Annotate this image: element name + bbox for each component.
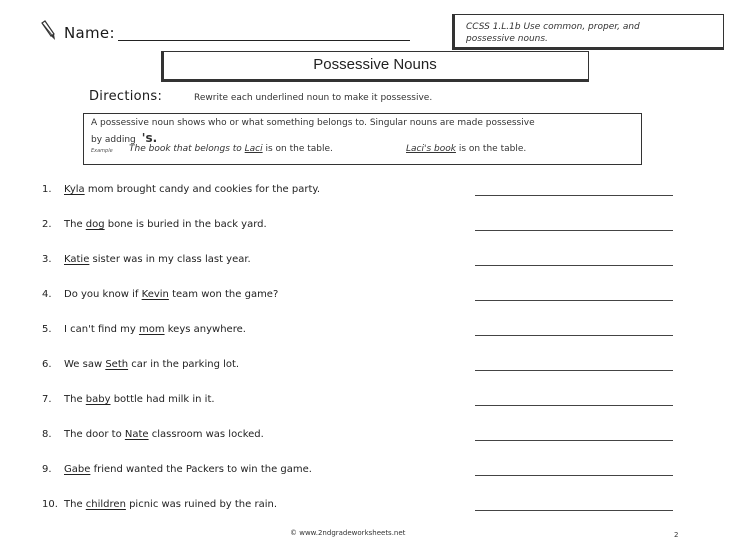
question-post: bone is buried in the back yard. [104, 219, 267, 230]
directions-label: Directions: [89, 89, 163, 104]
question-pre: We saw [64, 359, 106, 370]
standard-text [466, 21, 716, 45]
definition-line-2 [91, 131, 157, 145]
question-pre: I can't find my [64, 324, 139, 335]
definition-line-2-text: by adding [91, 135, 136, 145]
possessive-suffix: 's. [141, 131, 158, 145]
question-row [42, 429, 264, 440]
question-post: mom brought candy and cookies for the party. [84, 184, 321, 195]
question-row [42, 289, 278, 300]
answer-line[interactable] [475, 335, 673, 336]
footer-copyright: © www.2ndgradeworksheets.net [290, 529, 406, 537]
question-row [42, 359, 239, 370]
question-post: friend wanted the Packers to win the game. [90, 464, 312, 475]
underlined-noun: children [85, 499, 126, 510]
question-row [42, 394, 215, 405]
page-number: 2 [674, 531, 679, 539]
underlined-noun: Nate [124, 429, 149, 440]
question-row [42, 464, 312, 475]
underlined-noun: mom [138, 324, 165, 335]
question-number: 5. [42, 324, 52, 335]
answer-line[interactable] [475, 300, 673, 301]
pencil-icon [38, 20, 60, 42]
underlined-noun: baby [85, 394, 111, 405]
answer-line[interactable] [475, 370, 673, 371]
answer-line[interactable] [475, 195, 673, 196]
question-number: 10. [42, 499, 58, 510]
question-number: 7. [42, 394, 52, 405]
example-before-noun: Laci [244, 144, 263, 154]
question-pre: The door to [64, 429, 125, 440]
answer-line[interactable] [475, 405, 673, 406]
question-number: 6. [42, 359, 52, 370]
question-pre: The [64, 394, 86, 405]
underlined-noun: Seth [105, 359, 129, 370]
question-post: picnic was ruined by the rain. [125, 499, 278, 510]
question-post: team won the game? [168, 289, 279, 300]
page-title: Possessive Nouns [313, 56, 437, 73]
underlined-noun: Kyla [64, 184, 85, 195]
question-row [42, 254, 251, 265]
question-row [42, 499, 277, 510]
question-post: car in the parking lot. [128, 359, 240, 370]
example-after [406, 144, 526, 154]
question-number: 8. [42, 429, 52, 440]
example-after-noun: Laci's book [406, 144, 456, 154]
example-before-pre: The book that belongs to [129, 144, 245, 154]
example-after-post: is on the table. [455, 144, 527, 154]
question-number: 9. [42, 464, 52, 475]
answer-line[interactable] [475, 475, 673, 476]
question-pre: Do you know if [64, 289, 142, 300]
example-before [129, 144, 333, 154]
answer-line[interactable] [475, 440, 673, 441]
question-row [42, 219, 267, 230]
answer-line[interactable] [475, 230, 673, 231]
definition-line-1: A possessive noun shows who or what something belongs to. Singular nouns are made possessive [91, 118, 535, 128]
name-line [118, 40, 410, 41]
underlined-noun: Katie [64, 254, 90, 265]
question-number: 4. [42, 289, 52, 300]
answer-line[interactable] [475, 265, 673, 266]
underlined-noun: Kevin [141, 289, 169, 300]
underlined-noun: Gabe [64, 464, 91, 475]
question-pre: The [64, 499, 86, 510]
question-number: 3. [42, 254, 52, 265]
question-number: 1. [42, 184, 52, 195]
example-before-post: is on the table. [262, 144, 333, 154]
answer-line[interactable] [475, 510, 673, 511]
question-number: 2. [42, 219, 52, 230]
underlined-noun: dog [85, 219, 105, 230]
question-pre: The [64, 219, 86, 230]
question-post: sister was in my class last year. [89, 254, 251, 265]
example-label: Example [91, 148, 113, 154]
question-post: classroom was locked. [148, 429, 264, 440]
name-label: Name: [64, 24, 115, 42]
standard-line-1: CCSS 1.L.1b Use common, proper, and [466, 22, 640, 32]
question-post: bottle had milk in it. [110, 394, 215, 405]
question-post: keys anywhere. [164, 324, 246, 335]
standard-line-2: possessive nouns. [466, 34, 548, 44]
directions-text: Rewrite each underlined noun to make it possessive. [194, 93, 433, 103]
question-row [42, 324, 246, 335]
question-row [42, 184, 320, 195]
